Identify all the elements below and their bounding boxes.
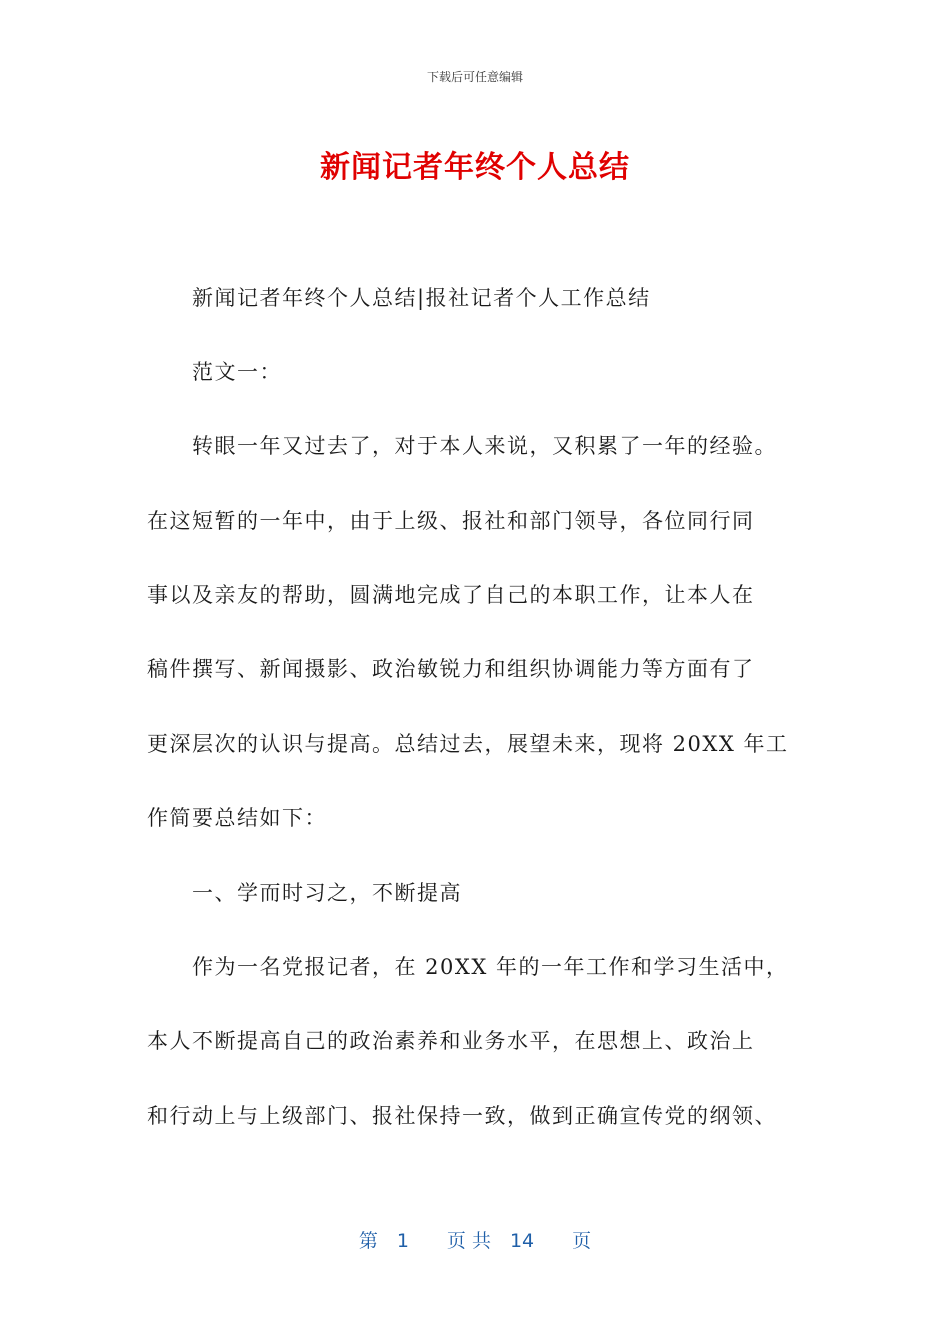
body-line-12: 和行动上与上级部门、报社保持一致，做到正确宣传党的纲领、 <box>147 1104 777 1128</box>
header-note: 下载后可任意编辑 <box>426 70 523 84</box>
body-line-6: 稿件撰写、新闻摄影、政治敏锐力和组织协调能力等方面有了 <box>147 657 755 681</box>
body-line-10: 作为一名党报记者，在 20XX 年的一年工作和学习生活中， <box>147 955 789 979</box>
body-line-2: 范文一： <box>147 360 282 384</box>
body-line-11: 本人不断提高自己的政治素养和业务水平，在思想上、政治上 <box>147 1029 755 1053</box>
body-line-8: 作简要总结如下： <box>147 806 327 830</box>
body-line-1: 新闻记者年终个人总结|报社记者个人工作总结 <box>147 286 651 310</box>
body-line-4: 在这短暂的一年中，由于上级、报社和部门领导，各位同行同 <box>147 509 755 533</box>
body-line-7: 更深层次的认识与提高。总结过去，展望未来，现将 20XX 年工 <box>147 732 789 756</box>
page-title: 新闻记者年终个人总结 <box>320 150 630 185</box>
body-line-3: 转眼一年又过去了，对于本人来说，又积累了一年的经验。 <box>147 434 777 458</box>
body-line-5: 事以及亲友的帮助，圆满地完成了自己的本职工作，让本人在 <box>147 583 755 607</box>
body-line-9: 一、学而时习之，不断提高 <box>147 881 462 905</box>
page-footer: 第 1 页 共 14 页 <box>358 1230 592 1252</box>
